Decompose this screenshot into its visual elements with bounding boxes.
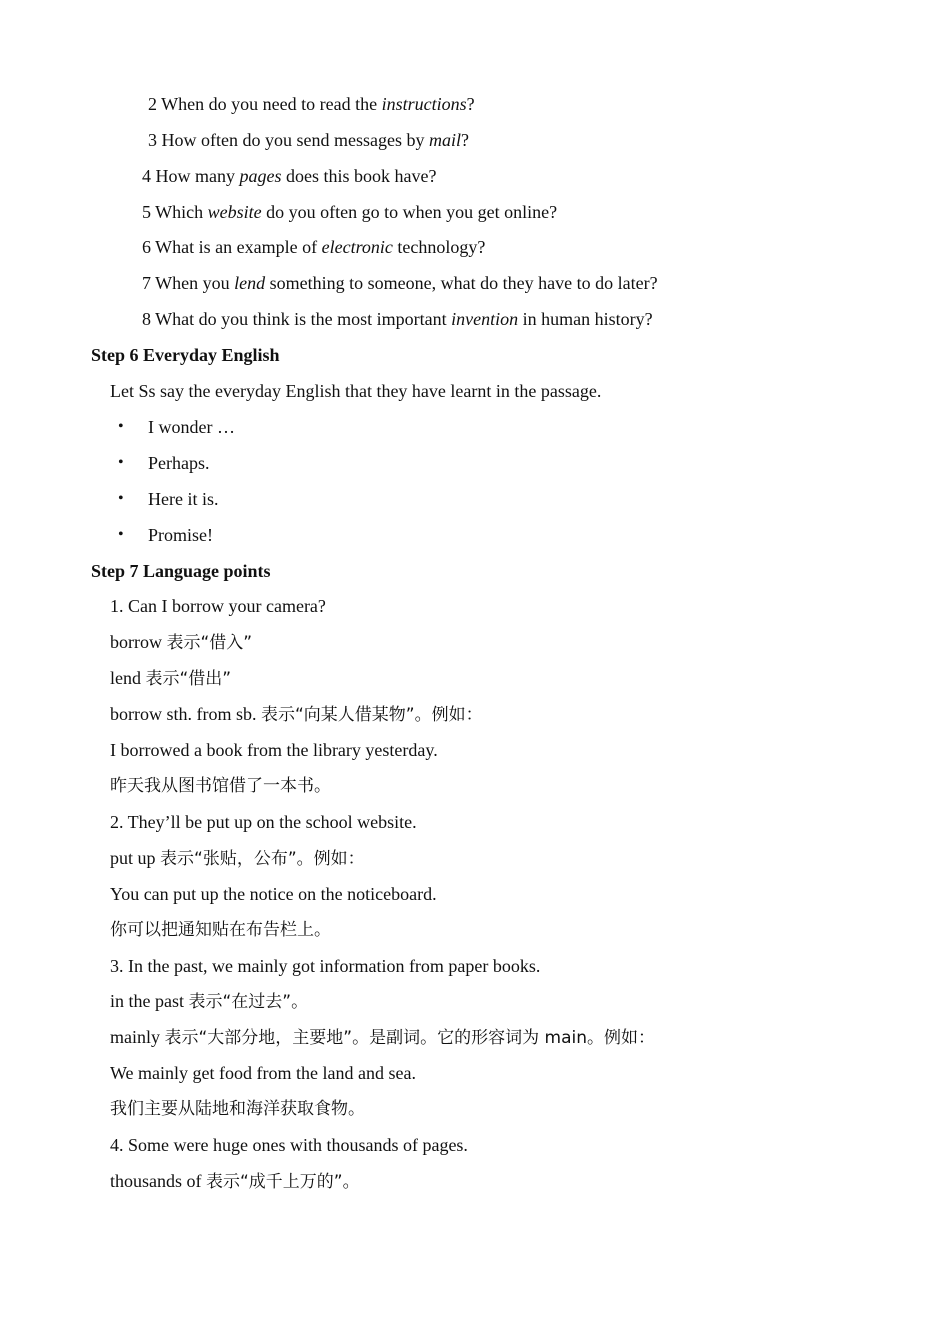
question-8: 8 What do you think is the most important invention in human history? xyxy=(142,309,653,329)
point-4-title: 4. Some were huge ones with thousands of pages. xyxy=(110,1135,468,1155)
step6-intro: Let Ss say the everyday English that they have learnt in the passage. xyxy=(110,381,602,401)
step7-heading: Step 7 Language points xyxy=(91,561,271,581)
everyday-item-1: I wonder … xyxy=(148,417,235,437)
step6-heading: Step 6 Everyday English xyxy=(91,345,280,365)
point-1-title: 1. Can I borrow your camera? xyxy=(110,596,326,616)
point-3-inthepast: in the past 表示“在过去”。 xyxy=(110,991,309,1012)
everyday-item-3: Here it is. xyxy=(148,489,219,509)
point-2-title: 2. They’ll be put up on the school website. xyxy=(110,812,417,832)
point-2-putup: put up 表示“张贴，公布”。例如： xyxy=(110,848,365,869)
question-7: 7 When you lend something to someone, what do they have to do later? xyxy=(142,273,658,293)
point-3-example-en: We mainly get food from the land and sea. xyxy=(110,1063,416,1083)
everyday-item-2: Perhaps. xyxy=(148,453,210,473)
bullet-icon: • xyxy=(118,418,124,435)
question-5: 5 Which website do you often go to when you get online? xyxy=(142,202,558,222)
question-4: 4 How many pages does this book have? xyxy=(142,166,437,186)
point-2-example-en: You can put up the notice on the noticeboard. xyxy=(110,884,437,904)
bullet-icon: • xyxy=(118,454,124,471)
bullet-icon: • xyxy=(118,490,124,507)
point-1-example-en: I borrowed a book from the library yesterday. xyxy=(110,740,438,760)
question-3: 3 How often do you send messages by mail? xyxy=(148,130,469,150)
point-1-lend: lend 表示“借出” xyxy=(110,668,232,689)
point-1-usage: borrow sth. from sb. 表示“向某人借某物”。例如： xyxy=(110,704,483,725)
point-2-example-zh: 你可以把通知贴在布告栏上。 xyxy=(110,920,331,940)
point-3-example-zh: 我们主要从陆地和海洋获取食物。 xyxy=(110,1099,365,1119)
point-4-thousandsof: thousands of 表示“成千上万的”。 xyxy=(110,1171,360,1192)
question-6: 6 What is an example of electronic technology? xyxy=(142,237,486,257)
point-1-borrow: borrow 表示“借入” xyxy=(110,632,253,653)
everyday-item-4: Promise! xyxy=(148,525,213,545)
point-3-title: 3. In the past, we mainly got information from paper books. xyxy=(110,956,541,976)
question-2: 2 When do you need to read the instructions? xyxy=(148,94,475,114)
bullet-icon: • xyxy=(118,526,124,543)
point-3-mainly: mainly 表示“大部分地，主要地”。是副词。它的形容词为 main。例如： xyxy=(110,1027,655,1048)
point-1-example-zh: 昨天我从图书馆借了一本书。 xyxy=(110,776,331,796)
